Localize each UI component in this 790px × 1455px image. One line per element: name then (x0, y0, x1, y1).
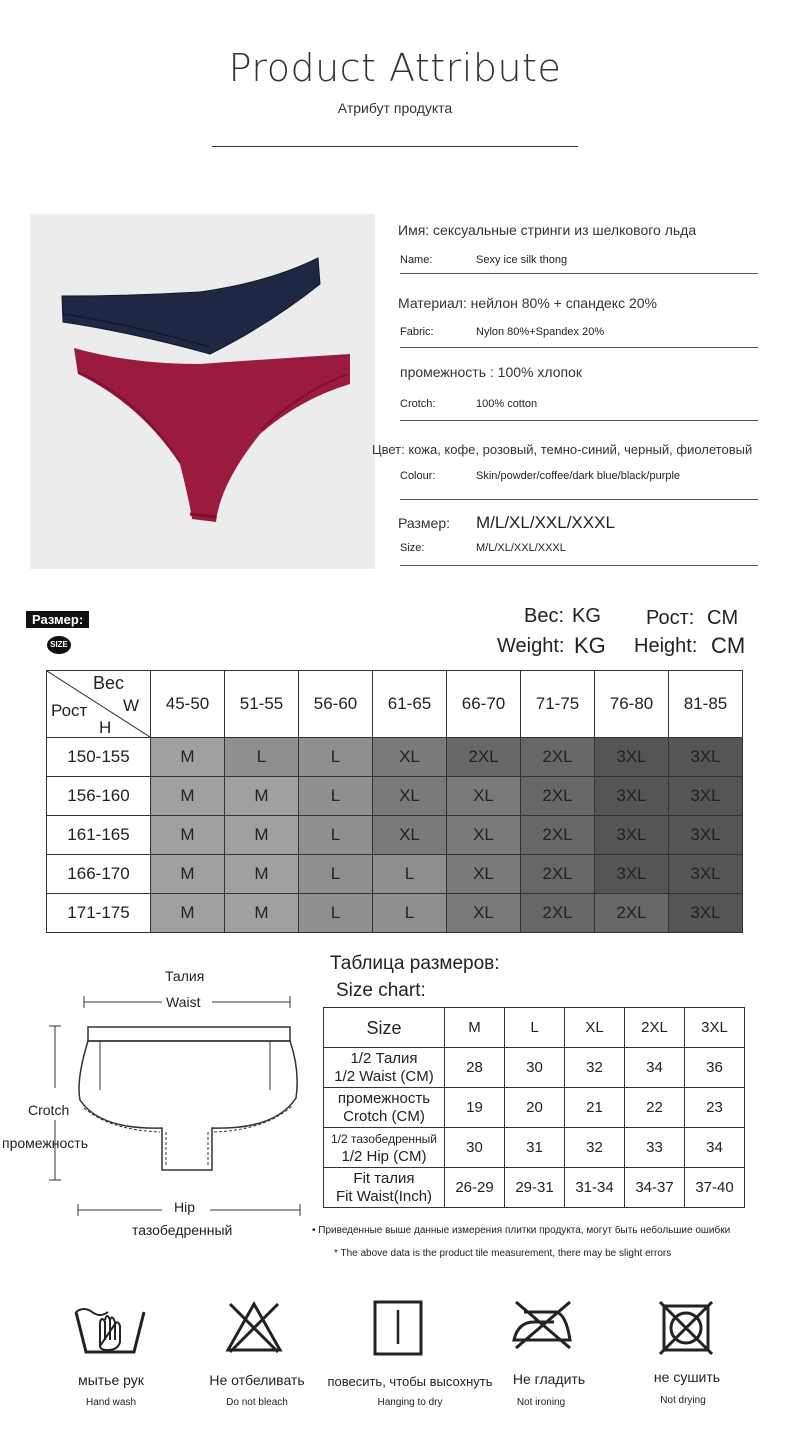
care-label-ru: Не отбеливать (209, 1372, 305, 1388)
size-cell: XL (373, 738, 447, 777)
size-chart-cell: 34 (625, 1048, 685, 1088)
size-chart-row-label (324, 1168, 445, 1208)
size-chart-row (324, 1048, 745, 1088)
attr-name-ru: Имя: сексуальные стринги из шелкового льда (398, 222, 697, 238)
size-cell: M (151, 777, 225, 816)
attr-divider (400, 499, 758, 500)
grid-row (47, 738, 743, 777)
size-badge: Размер: (26, 611, 89, 628)
size-cell: 2XL (521, 738, 595, 777)
size-cell: XL (447, 855, 521, 894)
title-divider (212, 146, 578, 147)
height-ru-unit: CM (707, 607, 739, 629)
attr-size-key: Size: (400, 542, 425, 554)
attr-colour-ru: Цвет: кожа, кофе, розовый, темно-синий, черный, фиолетовый (372, 442, 753, 457)
size-chart-col-header: 3XL (685, 1008, 745, 1048)
size-cell: 3XL (669, 777, 743, 816)
size-cell: L (373, 855, 447, 894)
grid-row (47, 777, 743, 816)
care-label-ru: не сушить (653, 1369, 721, 1385)
corner-h: H (99, 718, 112, 737)
size-cell: 3XL (595, 777, 669, 816)
size-cell: M (151, 816, 225, 855)
height-ru-label: Рост: (646, 607, 695, 629)
care-label-en: Not drying (660, 1395, 706, 1406)
size-cell: 2XL (521, 816, 595, 855)
attr-name-value: Sexy ice silk thong (476, 254, 568, 266)
attr-material-ru: Материал: нейлон 80% + спандекс 20% (398, 295, 657, 311)
size-chart-row (324, 1168, 745, 1208)
attr-divider (400, 420, 758, 421)
attr-crotch-key: Crotch: (400, 398, 436, 410)
attr-colour-value: Skin/powder/coffee/dark blue/black/purple (476, 470, 681, 482)
size-cell: M (225, 894, 299, 933)
size-cell: XL (373, 777, 447, 816)
weight-header: 61-65 (373, 671, 447, 738)
attr-divider (400, 273, 758, 274)
height-header: 166-170 (47, 855, 151, 894)
attr-size-ru-label: Размер: (398, 515, 451, 531)
size-chart-size-header: Size (324, 1008, 445, 1048)
product-photo (30, 214, 375, 569)
size-cell: 2XL (521, 855, 595, 894)
page-subtitle: Атрибут продукта (337, 100, 453, 116)
size-cell: L (225, 738, 299, 777)
diagram-crotch-label: Crotch (28, 1102, 70, 1118)
care-label-en: Not ironing (516, 1397, 566, 1408)
size-chart-col-header: L (505, 1008, 565, 1048)
weight-header: 56-60 (299, 671, 373, 738)
size-chart-row (324, 1128, 745, 1168)
size-chart-cell: 28 (445, 1048, 505, 1088)
attr-crotch-value: 100% cotton (476, 398, 538, 410)
size-cell: 3XL (595, 816, 669, 855)
size-circle-icon: SIZE (47, 636, 71, 654)
size-cell: 3XL (595, 855, 669, 894)
row-label-ru: 1/2 тазобедренный (330, 1131, 438, 1146)
size-chart-cell: 23 (685, 1088, 745, 1128)
size-cell: M (225, 855, 299, 894)
diagram-talia-label: Талия (165, 968, 205, 984)
size-chart-cell: 21 (565, 1088, 625, 1128)
height-header: 161-165 (47, 816, 151, 855)
row-label-en: Fit Waist(Inch) (335, 1187, 433, 1205)
weight-header: 76-80 (595, 671, 669, 738)
size-cell: M (151, 894, 225, 933)
size-cell: XL (447, 816, 521, 855)
size-cell: 3XL (669, 816, 743, 855)
size-chart-row-label (324, 1088, 445, 1128)
no-bleach-icon (224, 1300, 284, 1354)
height-en-unit: CM (711, 633, 746, 658)
care-label-en: Hand wash (85, 1397, 137, 1408)
diagram-waist-label: Waist (166, 994, 201, 1010)
size-chart-cell: 33 (625, 1128, 685, 1168)
size-chart-cell: 20 (505, 1088, 565, 1128)
row-label-en: Crotch (CM) (343, 1107, 425, 1125)
size-chart-cell: 30 (505, 1048, 565, 1088)
size-chart-cell: 36 (685, 1048, 745, 1088)
size-chart-note-en: * The above data is the product tile measurement, there may be slight errors (334, 1248, 672, 1259)
weight-en-unit: KG (574, 633, 606, 658)
size-cell: L (299, 777, 373, 816)
care-label-ru: повесить, чтобы высохнуть (327, 1374, 493, 1389)
attr-crotch-ru: промежность : 100% хлопок (400, 364, 582, 380)
size-cell: 2XL (521, 777, 595, 816)
size-cell: L (299, 816, 373, 855)
attr-divider (400, 347, 758, 348)
size-chart-cell: 34 (685, 1128, 745, 1168)
attr-size-ru-value: M/L/XL/XXL/XXXL (476, 513, 615, 532)
care-label-ru: Не гладить (512, 1371, 586, 1387)
attr-divider (400, 565, 758, 566)
care-label-en: Hanging to dry (377, 1397, 443, 1408)
size-chart-cell: 31 (505, 1128, 565, 1168)
row-label-en: 1/2 Waist (CM) (334, 1067, 434, 1085)
size-cell: 3XL (669, 738, 743, 777)
size-cell: 3XL (595, 738, 669, 777)
attr-name-key: Name: (400, 254, 433, 266)
attr-fabric-key: Fabric: (400, 326, 434, 338)
size-chart-cell: 26-29 (445, 1168, 505, 1208)
row-label-ru: Fit талия (353, 1169, 415, 1187)
hand-wash-icon (72, 1300, 148, 1360)
size-cell: M (151, 738, 225, 777)
size-chart-note-ru: • Приведенные выше данные измерения плитки продукта, могут быть небольшие ошибки (312, 1225, 731, 1236)
grid-row (47, 816, 743, 855)
no-iron-icon (510, 1300, 576, 1350)
size-cell: L (299, 738, 373, 777)
hang-dry-icon (373, 1300, 423, 1356)
size-cell: XL (447, 894, 521, 933)
corner-w: W (123, 696, 140, 715)
size-chart-title-en: Size chart: (336, 980, 426, 1001)
height-en-label: Height: (634, 635, 698, 657)
row-label-ru: 1/2 Талия (350, 1049, 418, 1067)
attr-fabric-value: Nylon 80%+Spandex 20% (476, 326, 605, 338)
height-header: 150-155 (47, 738, 151, 777)
attr-size-value: M/L/XL/XXL/XXXL (476, 542, 566, 554)
size-chart-cell: 22 (625, 1088, 685, 1128)
size-chart-cell: 32 (565, 1048, 625, 1088)
height-header: 171-175 (47, 894, 151, 933)
size-cell: XL (373, 816, 447, 855)
size-chart-cell: 31-34 (565, 1168, 625, 1208)
size-chart-cell: 19 (445, 1088, 505, 1128)
care-label-ru: мытье рук (78, 1372, 144, 1388)
weight-header: 81-85 (669, 671, 743, 738)
diagram-promezhnost-label: промежность (2, 1135, 88, 1151)
size-cell: 3XL (669, 855, 743, 894)
care-label-en: Do not bleach (226, 1397, 288, 1408)
size-cell: 2XL (447, 738, 521, 777)
size-chart-table (323, 1007, 745, 1208)
size-chart-cell: 32 (565, 1128, 625, 1168)
size-chart-row-label (324, 1048, 445, 1088)
weight-header: 66-70 (447, 671, 521, 738)
diagram-tazobedrenny-label: тазобедренный (132, 1222, 233, 1238)
grid-corner (47, 671, 151, 738)
size-cell: XL (447, 777, 521, 816)
grid-row (47, 894, 743, 933)
size-chart-col-header: 2XL (625, 1008, 685, 1048)
size-chart-col-header: M (445, 1008, 505, 1048)
weight-header: 71-75 (521, 671, 595, 738)
size-chart-row-label (324, 1128, 445, 1168)
size-cell: 2XL (521, 894, 595, 933)
size-chart-title-ru: Таблица размеров: (330, 953, 500, 974)
size-chart-cell: 30 (445, 1128, 505, 1168)
row-label-en: 1/2 Hip (CM) (341, 1147, 427, 1165)
weight-header: 51-55 (225, 671, 299, 738)
size-chart-col-header: XL (565, 1008, 625, 1048)
weight-ru-unit: KG (572, 605, 601, 627)
weight-height-size-grid (46, 670, 743, 933)
size-cell: 2XL (595, 894, 669, 933)
size-chart-cell: 29-31 (505, 1168, 565, 1208)
diagram-hip-label: Hip (174, 1199, 196, 1215)
row-label-ru: промежность (337, 1089, 431, 1107)
corner-rost: Рост (51, 701, 88, 720)
size-chart-row (324, 1088, 745, 1128)
size-cell: 3XL (669, 894, 743, 933)
attr-colour-key: Colour: (400, 470, 436, 482)
size-cell: M (151, 855, 225, 894)
weight-ru-label: Вес: (524, 605, 565, 627)
size-cell: M (225, 777, 299, 816)
grid-row (47, 855, 743, 894)
page-title: Product Attribute (228, 46, 562, 90)
weight-en-label: Weight: (497, 635, 565, 657)
size-cell: L (299, 855, 373, 894)
size-cell: L (373, 894, 447, 933)
size-cell: M (225, 816, 299, 855)
size-cell: L (299, 894, 373, 933)
size-chart-cell: 37-40 (685, 1168, 745, 1208)
corner-ves: Вес (93, 673, 125, 693)
no-tumble-dry-icon (658, 1300, 714, 1356)
size-chart-cell: 34-37 (625, 1168, 685, 1208)
weight-header: 45-50 (151, 671, 225, 738)
height-header: 156-160 (47, 777, 151, 816)
